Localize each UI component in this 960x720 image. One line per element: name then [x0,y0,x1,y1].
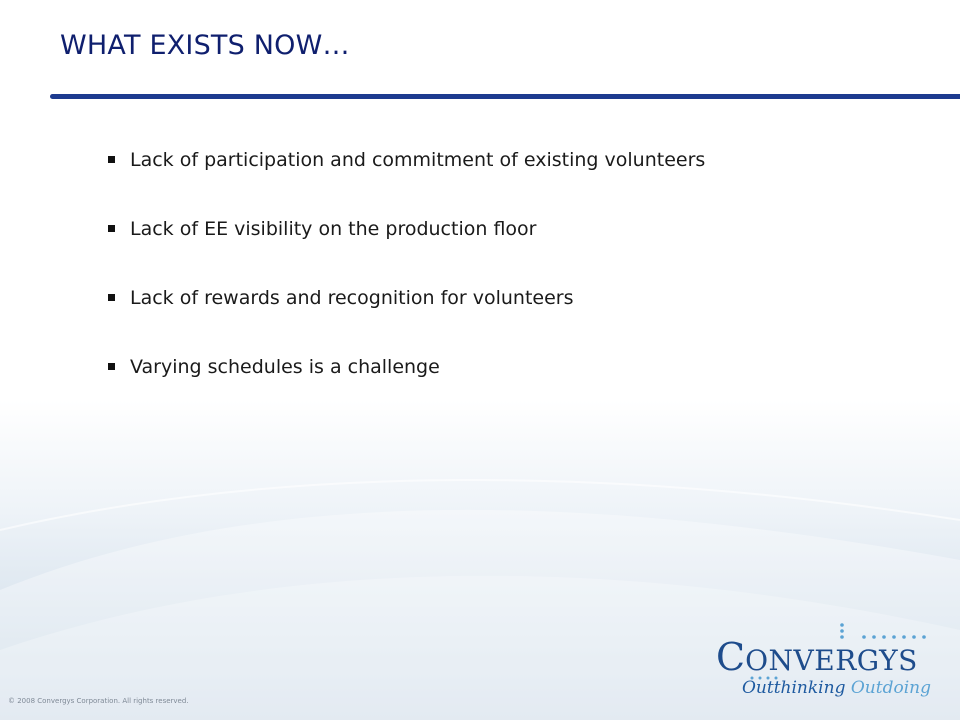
bullet-item [108,142,705,177]
bullet-item [108,280,705,315]
bullet-item [108,349,705,384]
bullet-text: Lack of participation and commitment of existing volunteers [130,148,706,171]
bullet-text: Lack of EE visibility on the production floor [130,217,537,240]
copyright-notice: © 2008 Convergys Corporation. All rights reserved. [8,697,189,705]
square-bullet-icon [108,225,115,232]
logo-name-rest: ONVERGYS [745,644,918,677]
slide-title: WHAT EXISTS NOW… [60,30,350,61]
logo-initial: C [716,635,746,679]
bullet-item [108,211,705,246]
square-bullet-icon [108,294,115,301]
square-bullet-icon [108,363,115,370]
bullet-list [108,142,705,418]
tagline-part2: Outdoing [850,678,931,698]
logo-tagline [742,678,931,698]
square-bullet-icon [108,156,115,163]
bullet-text: Lack of rewards and recognition for volunteers [130,286,574,309]
tagline-part1: Outthinking [742,678,846,698]
logo-wordmark [716,635,918,679]
bullet-text: Varying schedules is a challenge [130,355,440,378]
title-divider [50,94,960,99]
company-logo [712,620,942,702]
